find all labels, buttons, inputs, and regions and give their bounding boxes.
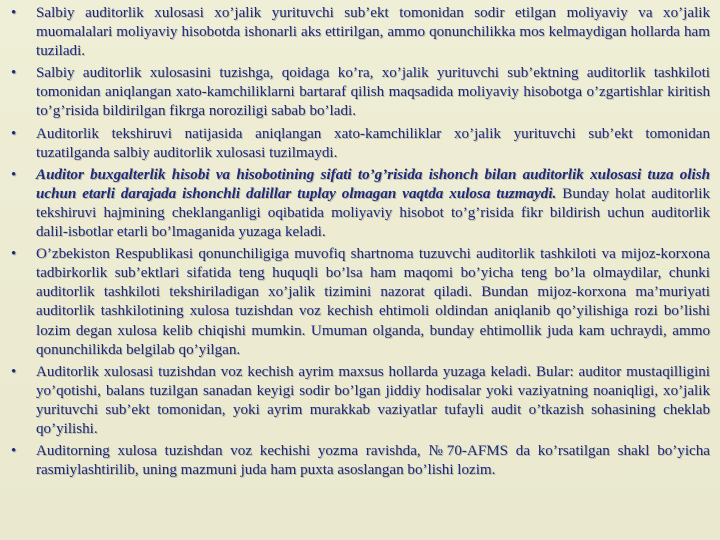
bullet-item [8, 64, 710, 121]
bullet-text: Salbiy auditorlik xulosasi xo’jalik yurituvchi sub’ekt tomonidan sodir etilgan moliyaviy va xo’jalik muomalalari moliyaviy hisobotda ishonarli aks ettirilgan, ammo qonunchilikka mos kelmaydigan hollarda ham tuziladi. [36, 5, 710, 60]
bullet-text: Auditorlik tekshiruvi natijasida aniqlangan xato-kamchiliklar xo’jalik yurituvchi sub’ekt tomonidan tuzatilganda salbiy auditorlik xulosasi tuzilmaydi. [36, 125, 710, 161]
bullet-dot-icon: • [11, 246, 17, 263]
bullet-text: Auditorning xulosa tuzishdan voz kechishi yozma ravishda, №70-AFMS da ko’rsatilgan shakl bo’yicha rasmiylashtirilib, uning mazmuni juda ham puxta asoslangan bo’lishi lozim. [36, 443, 710, 479]
bullet-text: Bunday holat auditorlik tekshiruvi hajmining cheklanganligi oqibatida moliyaviy hisobot to’g’risida fikr bildirish uchun auditorlik dalil-isbotlar etarli bo’lmaganida yuzaga keladi. [36, 185, 710, 241]
bullet-item [8, 442, 710, 480]
bullet-text: Salbiy auditorlik xulosasini tuzishga, qoidaga ko’ra, xo’jalik yurituvchi sub’ektning auditorlik tashkiloti tomonidan aniqlangan xato-kamchiliklarni bartaraf qilish maqsadida moliyaviy hisobotga o’zgartishlar kiritish to’g’risida bildirilgan fikrga noroziligi sabab bo’ladi. [36, 65, 710, 120]
bullet-item [8, 125, 710, 163]
bullet-list [8, 4, 710, 483]
bullet-text: Auditorlik xulosasi tuzishdan voz kechish ayrim maxsus hollarda yuzaga keladi. Bular: auditor mustaqilligini yo’qotishi, balans tuzilgan sanadan keyigi sodir bo’lgan jiddiy hodisalar yoki vaziyatning noaniqligi, xo’jalik yurituvchi sub’ekt tomonidan, yoki ayrim murakkab vaziyatlar tufayli audit o’tkazish sohasining cheklab qo’yilishi. [36, 363, 710, 437]
bullet-emphasis-text: Auditor buxgalterlik hisobi va hisobotining sifati to’g’risida ishonch bilan auditorlik xulosasi tuza olish uchun etarli darajada ishonchli dalillar tuplay olmagan vaqtda xulosa tuzmaydi. [36, 166, 710, 202]
bullet-item [8, 166, 710, 242]
bullet-dot-icon: • [11, 65, 17, 82]
bullet-dot-icon: • [11, 363, 17, 380]
bullet-dot-icon: • [11, 166, 17, 183]
bullet-text: O’zbekiston Respublikasi qonunchiligiga muvofiq shartnoma tuzuvchi auditorlik tashkiloti va mijoz-korxona tadbirkorlik sub’ektlari sifatida teng huquqli bo’lsa ham maqomi bo’yicha teng bo’la olmaydilar, chunki auditorlik tashkiloti tekshiriladigan xo’jalik tizimini nazorat qiladi. Bundan mijoz-korxona ma’muriyati auditorlik tashkilotining xulosa tuzishdan voz kechish ehtimoli oldindan aniqlanib qo’yilishiga rozi bo’lishi lozim degan xulosa kelib chiqishi mumkin. Umuman olganda, bunday ehtimollik juda kam uchraydi, ammo qonunchilikda belgilab qo’yilgan. [36, 246, 710, 358]
bullet-dot-icon: • [11, 5, 17, 21]
bullet-item [8, 4, 710, 61]
bullet-dot-icon: • [11, 125, 17, 142]
bullet-item [8, 363, 710, 439]
bullet-dot-icon: • [11, 443, 17, 460]
bullet-item [8, 245, 710, 360]
